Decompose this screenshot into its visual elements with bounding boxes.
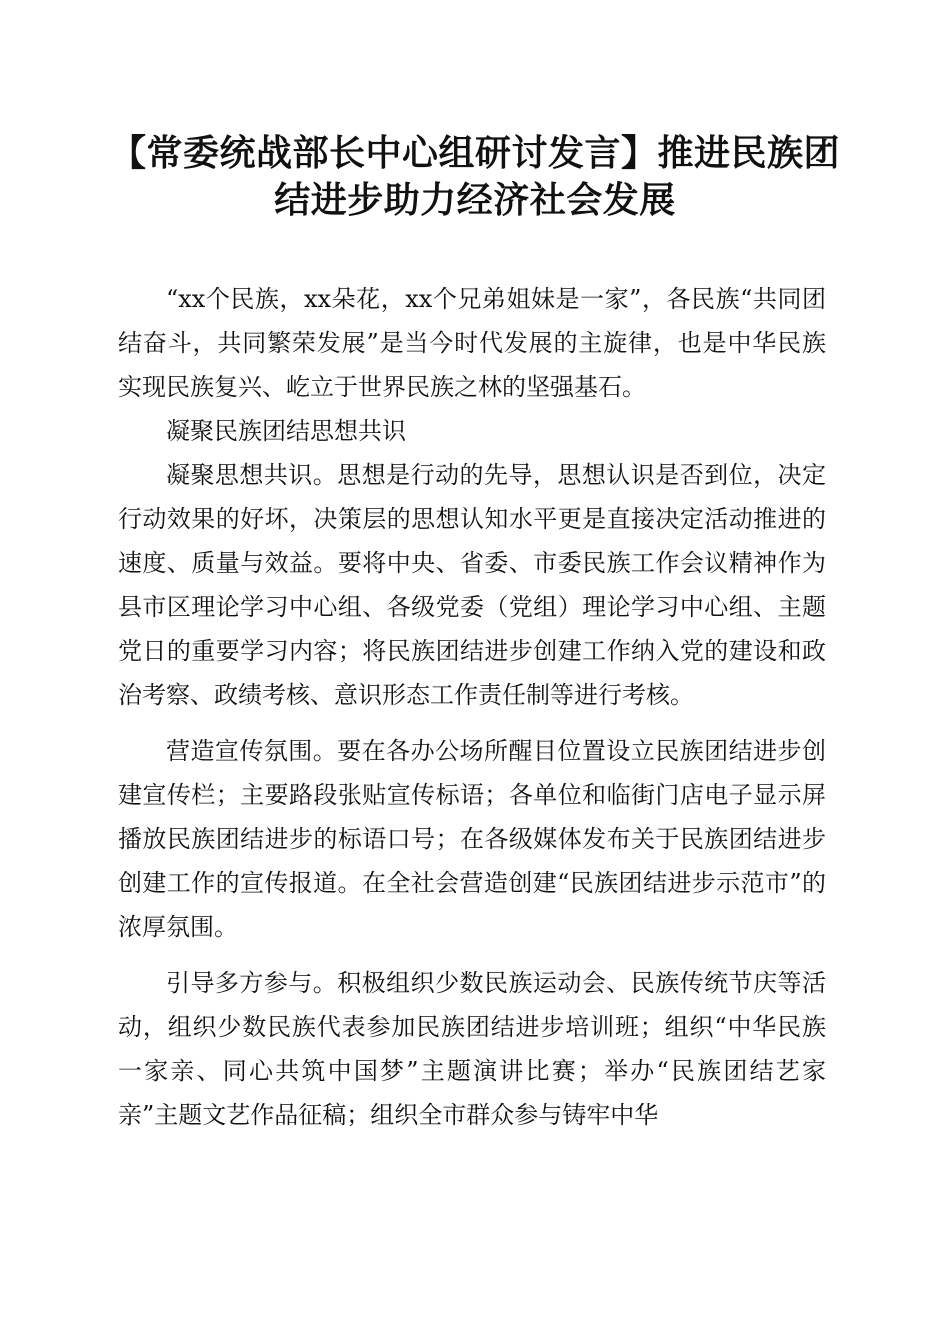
title-line-2: 结进步助力经济社会发展 xyxy=(274,180,676,221)
paragraph-intro: “xx个民族，xx朵花，xx个兄弟姐妹是一家”，各民族“共同团结奋斗，共同繁荣发展”是当今时代发展的主旋律，也是中华民族实现民族复兴、屹立于世界民族之林的坚强基石。 xyxy=(118,285,826,401)
paragraph-consensus: 凝聚思想共识。思想是行动的先导，思想认识是否到位，决定行动效果的好坏，决策层的思想认知水平更是直接决定活动推进的速度、质量与效益。要将中央、省委、市委民族工作会议精神作为县市区理论学习中心组、各级党委（党组）理论学习中心组、主题党日的重要学习内容；将民族团结进步创建工作纳入党的建设和政治考察、政绩考核、意识形态工作责任制等进行考核。 xyxy=(118,461,826,709)
document-title xyxy=(110,130,840,224)
section-heading: 凝聚民族团结思想共识 xyxy=(166,417,406,445)
title-line-1: 【常委统战部长中心组研讨发言】推进民族团 xyxy=(110,133,841,174)
paragraph-publicity: 营造宣传氛围。要在各办公场所醒目位置设立民族团结进步创建宣传栏；主要路段张贴宣传标语；各单位和临街门店电子显示屏播放民族团结进步的标语口号；在各级媒体发布关于民族团结进步创建工作的宣传报道。在全社会营造创建“民族团结进步示范市”的浓厚氛围。 xyxy=(118,737,826,941)
document-body xyxy=(118,277,826,1137)
paragraph-participation: 引导多方参与。积极组织少数民族运动会、民族传统节庆等活动，组织少数民族代表参加民族团结进步培训班；组织“中华民族一家亲、同心共筑中国梦”主题演讲比赛；举办“民族团结艺家亲”主题文艺作品征稿；组织全市群众参与铸牢中华 xyxy=(118,969,826,1129)
